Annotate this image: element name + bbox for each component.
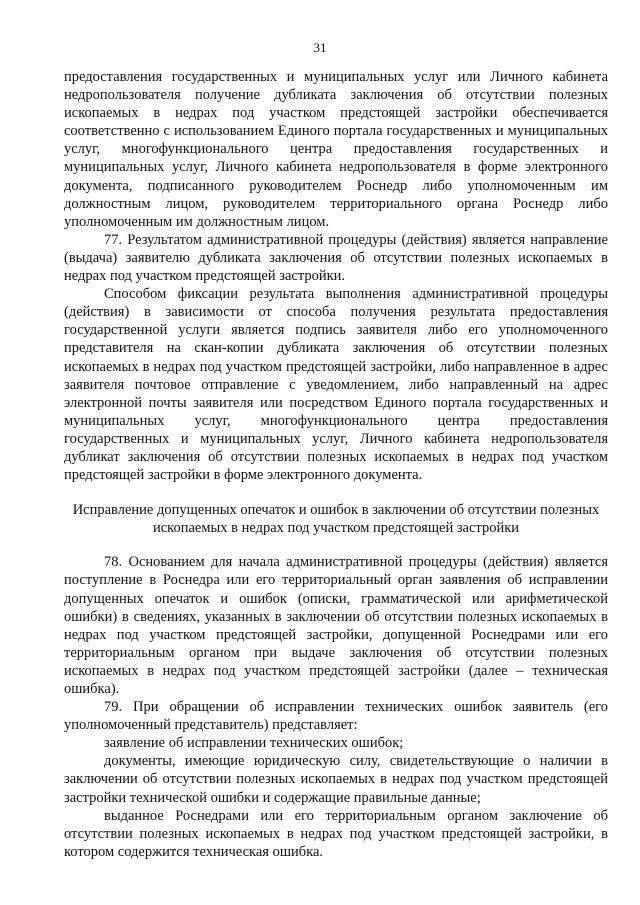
- document-body: [64, 68, 608, 861]
- paragraph-79-item-documents: документы, имеющие юридическую силу, свидетельствующие о наличии в заключении об отсутствии полезных ископаемых в недрах под участком предстоящей застройки технической ошибки и содержащие правильные данные;: [64, 753, 608, 806]
- paragraph-77: 77. Результатом административной процедуры (действия) является направление (выдача) заявителю дубликата заключения об отсутствии полезных ископаемых в недрах под участком предстоящей застройки.: [64, 231, 608, 285]
- paragraph-79-item-conclusion: выданное Роснедрами или его территориальным органом заключение об отсутствии полезных ископаемых в недрах под участком предстоящей застройки, в котором содержится техническая ошибка.: [64, 807, 608, 860]
- paragraph-79: 79. При обращении об исправлении технических ошибок заявитель (его уполномоченный представитель) представляет:: [64, 699, 608, 734]
- page-number: 31: [313, 40, 327, 55]
- paragraph-79-item-application: заявление об исправлении технических ошибок;: [104, 735, 404, 752]
- paragraph-77-fixation: Способом фиксации результата выполнения административной процедуры (действия) в зависимости от способа получения результата предоставления государственной услуги является подпись заявителя либо его уполномоченного представителя на скан-копии дубликата заключения об отсутствии полезных ископаемых в недрах под участком предстоящей застройки, либо направленное в адрес заявителя почтовое отправление с уведомлением, либо направленный на адрес электронной почты заявителя или посредством Единого портала государственных и муниципальных услуг, многофункционального центра предоставления государственных и муниципальных услуг, Личного кабинета недропользователя дубликат заключения об отсутствии полезных ископаемых в недрах под участком предстоящей застройки в форме электронного документа.: [64, 286, 608, 484]
- section-heading: Исправление допущенных опечаток и ошибок в заключении об отсутствии полезных ископаемых в недрах под участком предстоящей застройки: [72, 502, 600, 537]
- paragraph-continuation: предоставления государственных и муниципальных услуг или Личного кабинета недропользователя получение дубликата заключения об отсутствии полезных ископаемых в недрах под участком предстоящей застройки обеспечивается соответственно с использованием Единого портала государственных и муниципальных услуг, многофункционального центра предоставления государственных и муниципальных услуг, Личного кабинета недропользователя в форме электронного документа, подписанного руководителем Роснедр либо уполномоченным им должностным лицом, руководителем территориального органа Роснедр либо уполномоченным им должностным лицом.: [64, 69, 608, 230]
- paragraph-78: 78. Основанием для начала административной процедуры (действия) является поступление в Роснедра или его территориальный орган заявления об исправлении допущенных опечаток и ошибок (описки, грамматической или арифметической ошибки) в сведениях, указанных в заключении об отсутствии полезных ископаемых в недрах под участком предстоящей застройки, допущенной Роснедрами или его территориальным органом при выдаче заключения об отсутствии полезных ископаемых в недрах под участком предстоящей застройки (далее – техническая ошибка).: [64, 554, 608, 697]
